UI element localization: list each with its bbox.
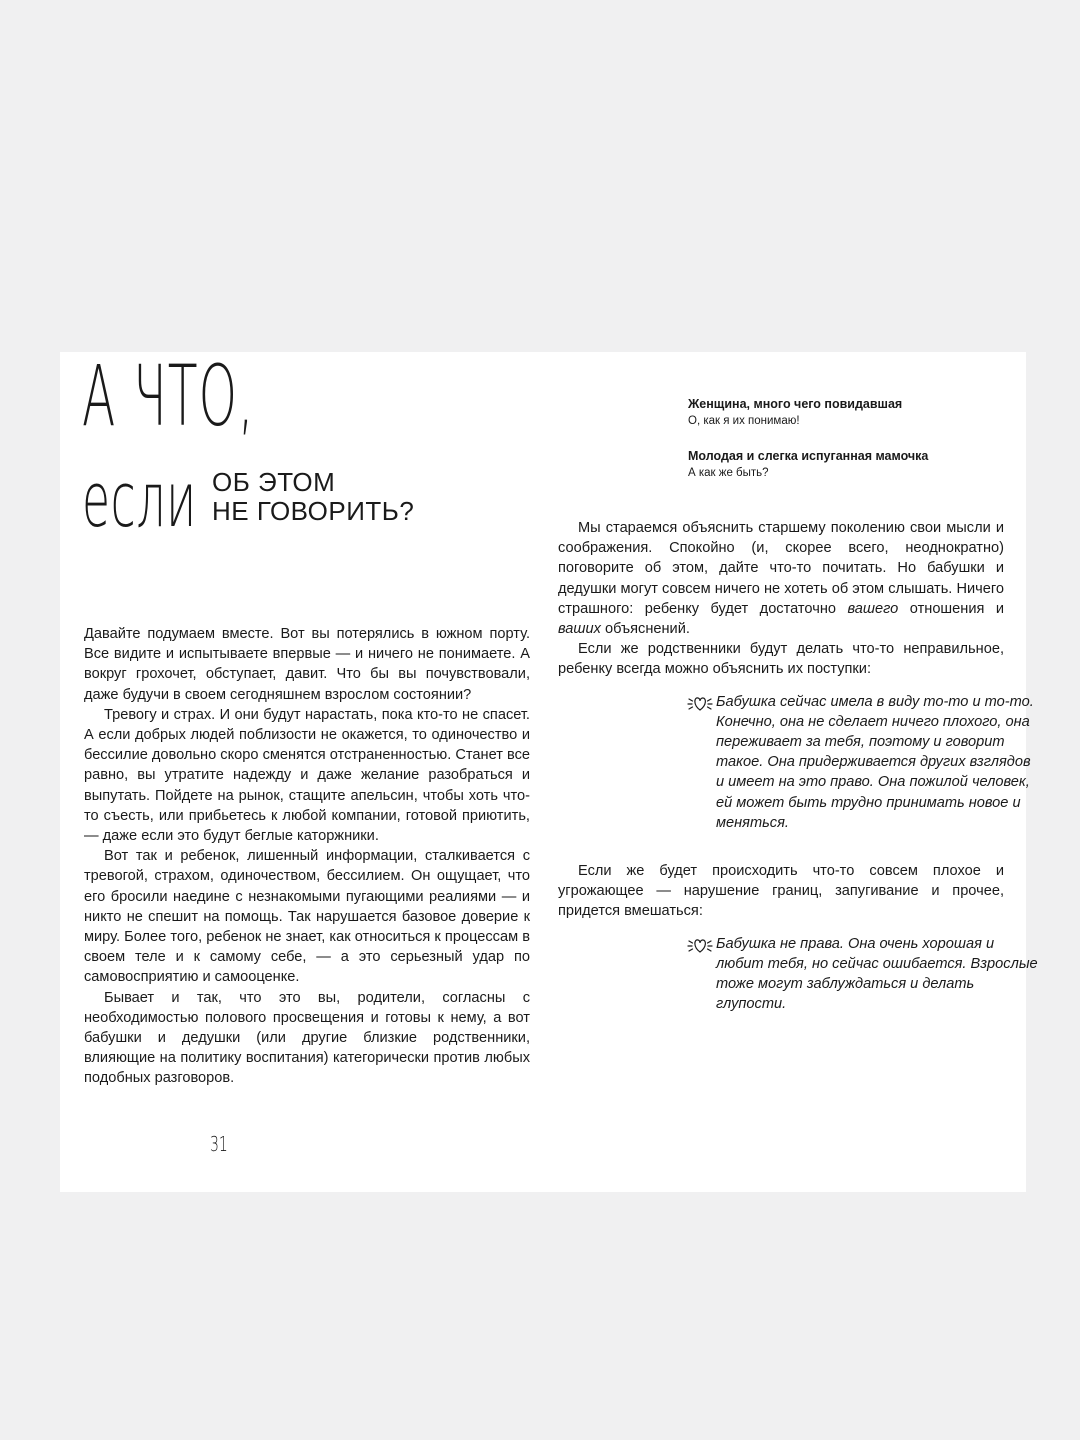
chapter-title-line1: А ЧТО, (82, 347, 255, 445)
aside-text: Бабушка сейчас имела в виду то-то и то-то. Конечно, она не сделает ничего плохого, она переживает за тебя, поэтому и говорит такое. Она придерживается других взглядов и имеет на это право. Она пожилой человек, ей может быть трудно принимать новое и меняться. (716, 693, 1034, 831)
character-quotes (688, 396, 1008, 500)
chapter-title-small-line1: ОБ ЭТОМ (212, 467, 336, 497)
chapter-title-small (212, 468, 414, 526)
quote-text: О, как я их понимаю! (688, 415, 800, 427)
quote-speaker: Молодая и слегка испуганная мамочка (688, 449, 929, 463)
paragraph-part: отношения и (898, 600, 1005, 617)
paragraph: Если же будет происходить что-то совсем плохое и угрожающее — нарушение границ, запугивание и прочее, придется вмешаться: (558, 863, 1004, 920)
paragraph: Вот так и ребенок, лишенный информации, сталкивается с тревогой, страхом, одиночеством, бессилием. Он ощущает, что его бросили наедине с незнакомыми пугающими реалиями — и никто не спешит на помощь. Так нарушается базовое доверие к миру. Более того, ребенок не знает, как относиться к процессам в своем теле и к самому себе, — а это серьезный удар по самовосприятию и самооценке. (84, 848, 530, 986)
quote-text: А как же быть? (688, 467, 769, 479)
chapter-title-big-word: если (82, 455, 197, 544)
paragraph: Тревогу и страх. И они будут нарастать, пока кто-то не спасет. А если добрых людей поблизости не окажется, то одиночество и бессилие довольно скоро сменятся отстраненностью. Станет все равно, вы утратите надежду и даже желание разобраться и выпутать. Пойдете на рынок, стащите апельсин, чтобы хоть что-то съесть, или прибьетесь к любой компании, готовой приютить, — даже если это будут беглые каторжники. (84, 706, 530, 845)
book-spread (60, 347, 1038, 1192)
paragraph-part: объяснений. (600, 621, 690, 638)
left-body-text (84, 624, 530, 1089)
paragraph: Давайте подумаем вместе. Вот вы потерялись в южном порту. Все видите и испытываете впервые — и ничего не понимаете. А вокруг грохочет, обступает, давит. Что бы вы почувствовали, даже будучи в своем сегодняшнем взрослом состоянии? (84, 626, 530, 703)
heart-icon (686, 693, 714, 713)
quote-speaker: Женщина, много чего повидавшая (688, 397, 903, 411)
heart-icon (686, 935, 714, 955)
emphasis: вашего (847, 600, 899, 617)
aside-text: Бабушка не права. Она очень хорошая и любит тебя, но сейчас ошибается. Взрослые тоже могут заблуждаться и делать глупости. (716, 935, 1038, 1013)
emphasis: ваших (558, 621, 601, 638)
spacer (558, 845, 1004, 861)
aside-example (686, 934, 1038, 1015)
aside-example (686, 692, 1038, 833)
chapter-title-small-line2: НЕ ГОВОРИТЬ? (212, 496, 415, 526)
paragraph: Бывает и так, что это вы, родители, согласны с необходимостью полового просвещения и готовы к нему, а вот бабушки и дедушки (или другие близкие родственники, влияющие на политику воспитания) категорически против любых подобных разговоров. (84, 989, 530, 1087)
paragraph: Если же родственники будут делать что-то неправильное, ребенку всегда можно объяснить их поступки: (558, 641, 1004, 678)
paragraph (558, 518, 1004, 639)
paragraph-part: Мы стараемся объяснить старшему поколению свои мысли и соображения. Спокойно (и, скорее всего, неоднократно) поговорите об этом, дайте что-то почитать. Но бабушки и дедушки могут совсем ничего не хотеть об этом слышать. Ничего страшного: ребенку будет достаточно (558, 520, 1004, 617)
right-body-text (558, 518, 1038, 1026)
page-number: 31 (210, 1132, 228, 1156)
